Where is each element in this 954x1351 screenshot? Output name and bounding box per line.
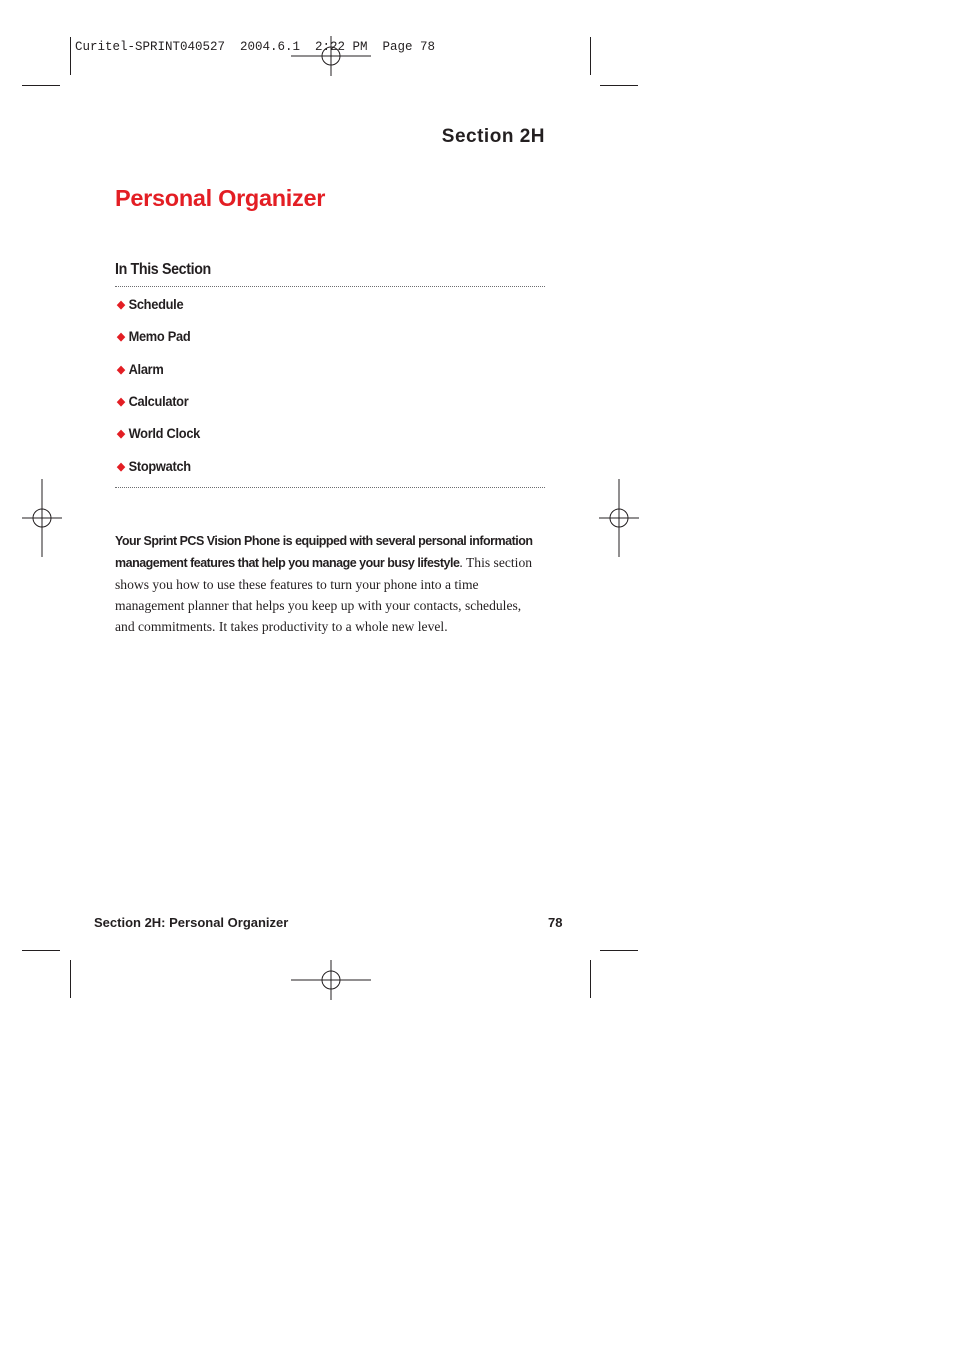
diamond-icon: ◆ [117, 299, 125, 311]
in-this-section-heading: In This Section [115, 261, 211, 278]
crop-mark [590, 37, 591, 75]
body-lead: Your Sprint PCS Vision Phone is equipped with several personal information management features that help you manage your busy lifestyle [115, 534, 533, 570]
crop-mark [590, 960, 591, 998]
toc-item-label: Alarm [128, 362, 164, 377]
crop-mark [600, 85, 638, 86]
body-text: . This section shows you how to use these features to turn your phone into a time management planner that helps you keep up with your contacts, schedules, and commitments. It takes productivity to a whole new level. [115, 555, 533, 634]
diamond-icon: ◆ [117, 396, 125, 408]
page-title: Personal Organizer [115, 185, 326, 211]
diamond-icon: ◆ [117, 428, 125, 440]
crop-mark [70, 960, 71, 998]
diamond-icon: ◆ [117, 331, 125, 343]
toc-item-alarm [117, 362, 163, 377]
toc-item-label: Stopwatch [128, 459, 191, 474]
toc-item-label: Memo Pad [128, 329, 191, 344]
toc-item-label: Schedule [128, 297, 184, 312]
divider [115, 286, 545, 287]
toc-item-calculator [117, 394, 188, 409]
crop-mark [22, 85, 60, 86]
print-slug-line: Curitel-SPRINT040527 2004.6.1 2:22 PM Page 78 [75, 40, 436, 54]
registration-mark-icon [22, 479, 62, 557]
crop-mark [70, 37, 71, 75]
crop-mark [600, 950, 638, 951]
section-label: Section 2H [441, 126, 545, 147]
footer-section-title: Section 2H: Personal Organizer [94, 915, 289, 930]
registration-mark-icon [291, 36, 371, 76]
toc-item-memo-pad [117, 329, 190, 344]
toc-item-world-clock [117, 426, 200, 441]
divider [115, 487, 545, 488]
registration-mark-icon [291, 960, 371, 1000]
registration-mark-icon [599, 479, 639, 557]
diamond-icon: ◆ [117, 461, 125, 473]
body-paragraph [115, 530, 540, 637]
diamond-icon: ◆ [117, 364, 125, 376]
toc-item-stopwatch [117, 459, 191, 474]
page-number: 78 [548, 915, 563, 930]
toc-item-schedule [117, 297, 183, 312]
toc-item-label: World Clock [128, 426, 201, 441]
crop-mark [22, 950, 60, 951]
toc-item-label: Calculator [128, 394, 189, 409]
